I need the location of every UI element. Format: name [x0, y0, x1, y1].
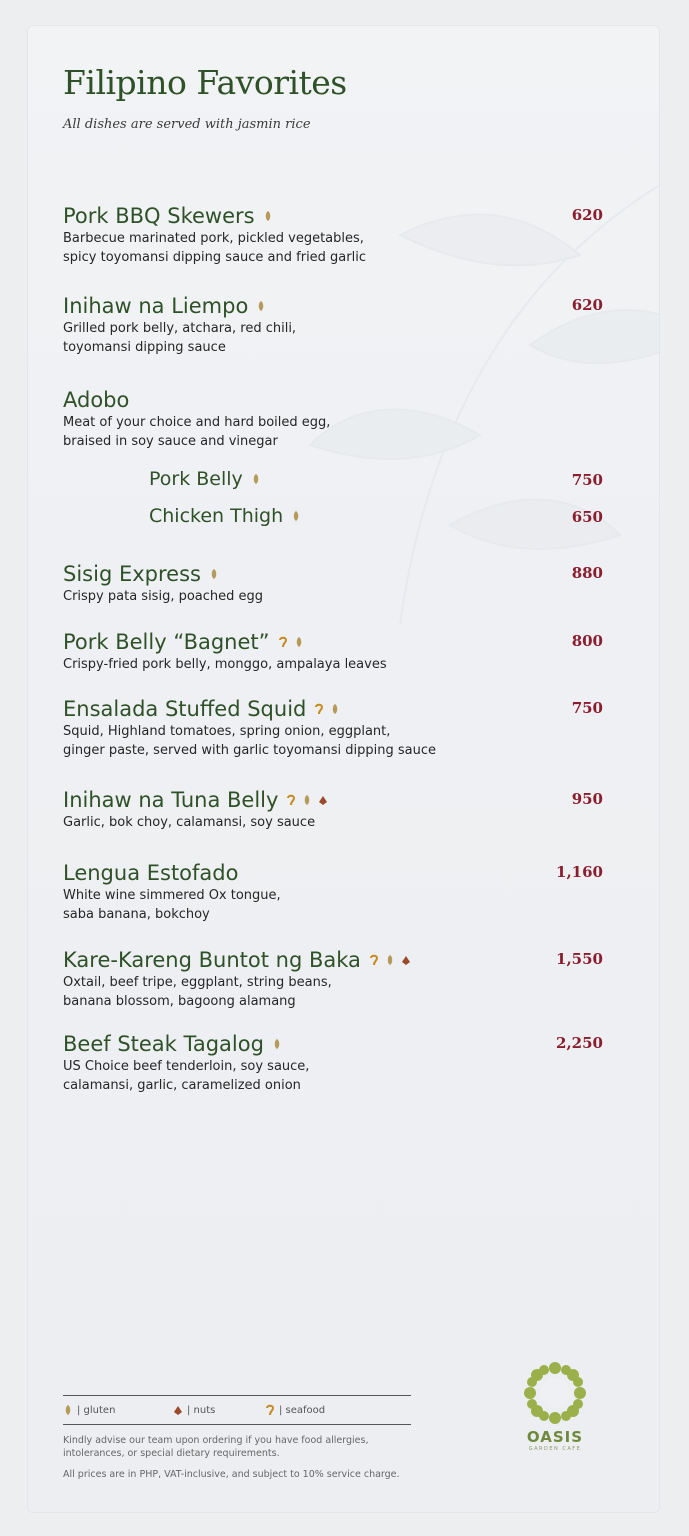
item-desc-line: calamansi, garlic, caramelized onion [63, 1078, 301, 1093]
allergy-note: Kindly advise our team upon ordering if you have food allergies, [63, 1435, 369, 1446]
item-price: 1,550 [556, 950, 603, 968]
item-desc-line: Oxtail, beef tripe, eggplant, string beans, [63, 975, 332, 990]
item-price: 800 [571, 632, 603, 650]
menu-item [63, 696, 603, 760]
gluten-icon [330, 703, 340, 715]
item-price: 620 [571, 206, 603, 224]
legend-nuts: | nuts [187, 1404, 216, 1416]
gluten-icon [291, 510, 301, 522]
item-desc-line: Meat of your choice and hard boiled egg, [63, 415, 331, 430]
menu-item [63, 561, 603, 606]
gluten-icon [209, 568, 219, 580]
item-price: 750 [571, 699, 603, 717]
gluten-icon [294, 636, 304, 648]
gluten-icon [385, 954, 395, 966]
footer-divider [63, 1395, 411, 1396]
menu-item [63, 293, 603, 357]
item-name: Kare-Kareng Buntot ng Baka [63, 948, 361, 972]
option-name: Pork Belly [149, 468, 243, 490]
menu-item [63, 1031, 603, 1095]
item-price: 950 [571, 790, 603, 808]
option-price: 650 [571, 508, 603, 526]
item-name: Lengua Estofado [63, 861, 239, 885]
gluten-icon [251, 473, 261, 485]
seafood-icon [314, 703, 324, 715]
footer-divider [63, 1424, 411, 1425]
nuts-icon [173, 1404, 183, 1416]
menu-item [63, 947, 603, 1011]
seafood-icon [369, 954, 379, 966]
item-desc-line: Garlic, bok choy, calamansi, soy sauce [63, 815, 316, 830]
seafood-icon [286, 794, 296, 806]
item-price: 620 [571, 296, 603, 314]
item-desc-line: toyomansi dipping sauce [63, 340, 226, 355]
page-title: Filipino Favorites [63, 63, 347, 102]
item-desc-line: Crispy pata sisig, poached egg [63, 589, 264, 604]
option-price: 750 [571, 471, 603, 489]
gluten-icon [302, 794, 312, 806]
item-name: Adobo [63, 388, 130, 412]
item-price: 1,160 [556, 863, 603, 881]
item-price: 2,250 [556, 1034, 603, 1052]
item-desc-line: Crispy-fried pork belly, monggo, ampalaya leaves [63, 657, 387, 672]
logo-tagline: GARDEN CAFE [528, 1446, 582, 1452]
item-name: Beef Steak Tagalog [63, 1032, 264, 1056]
adobo-option [149, 503, 603, 529]
gluten-icon [256, 300, 266, 312]
menu-item [63, 629, 603, 674]
seafood-icon [278, 636, 288, 648]
allergen-legend [63, 1404, 423, 1416]
item-desc-line: saba banana, bokchoy [63, 907, 210, 922]
item-desc-line: White wine simmered Ox tongue, [63, 888, 281, 903]
menu-item [63, 860, 603, 924]
item-desc-line: ginger paste, served with garlic toyomansi dipping sauce [63, 743, 436, 758]
seafood-icon [265, 1404, 275, 1416]
oasis-logo [515, 1360, 595, 1460]
item-desc-line: US Choice beef tenderloin, soy sauce, [63, 1059, 310, 1074]
gluten-icon [272, 1038, 282, 1050]
item-name: Inihaw na Liempo [63, 294, 249, 318]
item-name: Inihaw na Tuna Belly [63, 788, 279, 812]
gluten-icon [263, 210, 273, 222]
menu-item [63, 387, 603, 451]
legend-gluten: | gluten [77, 1404, 116, 1416]
gluten-icon [63, 1404, 73, 1416]
item-desc-line: Barbecue marinated pork, pickled vegetables, [63, 231, 364, 246]
item-name: Pork BBQ Skewers [63, 204, 255, 228]
page-subtitle: All dishes are served with jasmin rice [63, 117, 311, 132]
item-desc-line: braised in soy sauce and vinegar [63, 434, 278, 449]
item-name: Ensalada Stuffed Squid [63, 697, 307, 721]
allergy-note: intolerances, or special dietary requirements. [63, 1448, 280, 1459]
price-note: All prices are in PHP, VAT-inclusive, and subject to 10% service charge. [63, 1469, 400, 1480]
item-desc-line: Squid, Highland tomatoes, spring onion, eggplant, [63, 724, 391, 739]
item-name: Sisig Express [63, 562, 201, 586]
item-name: Pork Belly “Bagnet” [63, 630, 270, 654]
legend-seafood: | seafood [279, 1404, 326, 1416]
menu-item [63, 203, 603, 267]
menu-item [63, 787, 603, 832]
nuts-icon [401, 954, 411, 966]
nuts-icon [318, 794, 328, 806]
item-price: 880 [571, 564, 603, 582]
item-desc-line: banana blossom, bagoong alamang [63, 994, 296, 1009]
logo-word: OASIS [526, 1428, 584, 1446]
item-desc-line: spicy toyomansi dipping sauce and fried garlic [63, 250, 366, 265]
adobo-option [149, 466, 603, 492]
item-desc-line: Grilled pork belly, atchara, red chili, [63, 321, 297, 336]
sunburst-icon [522, 1360, 588, 1426]
option-name: Chicken Thigh [149, 505, 284, 527]
